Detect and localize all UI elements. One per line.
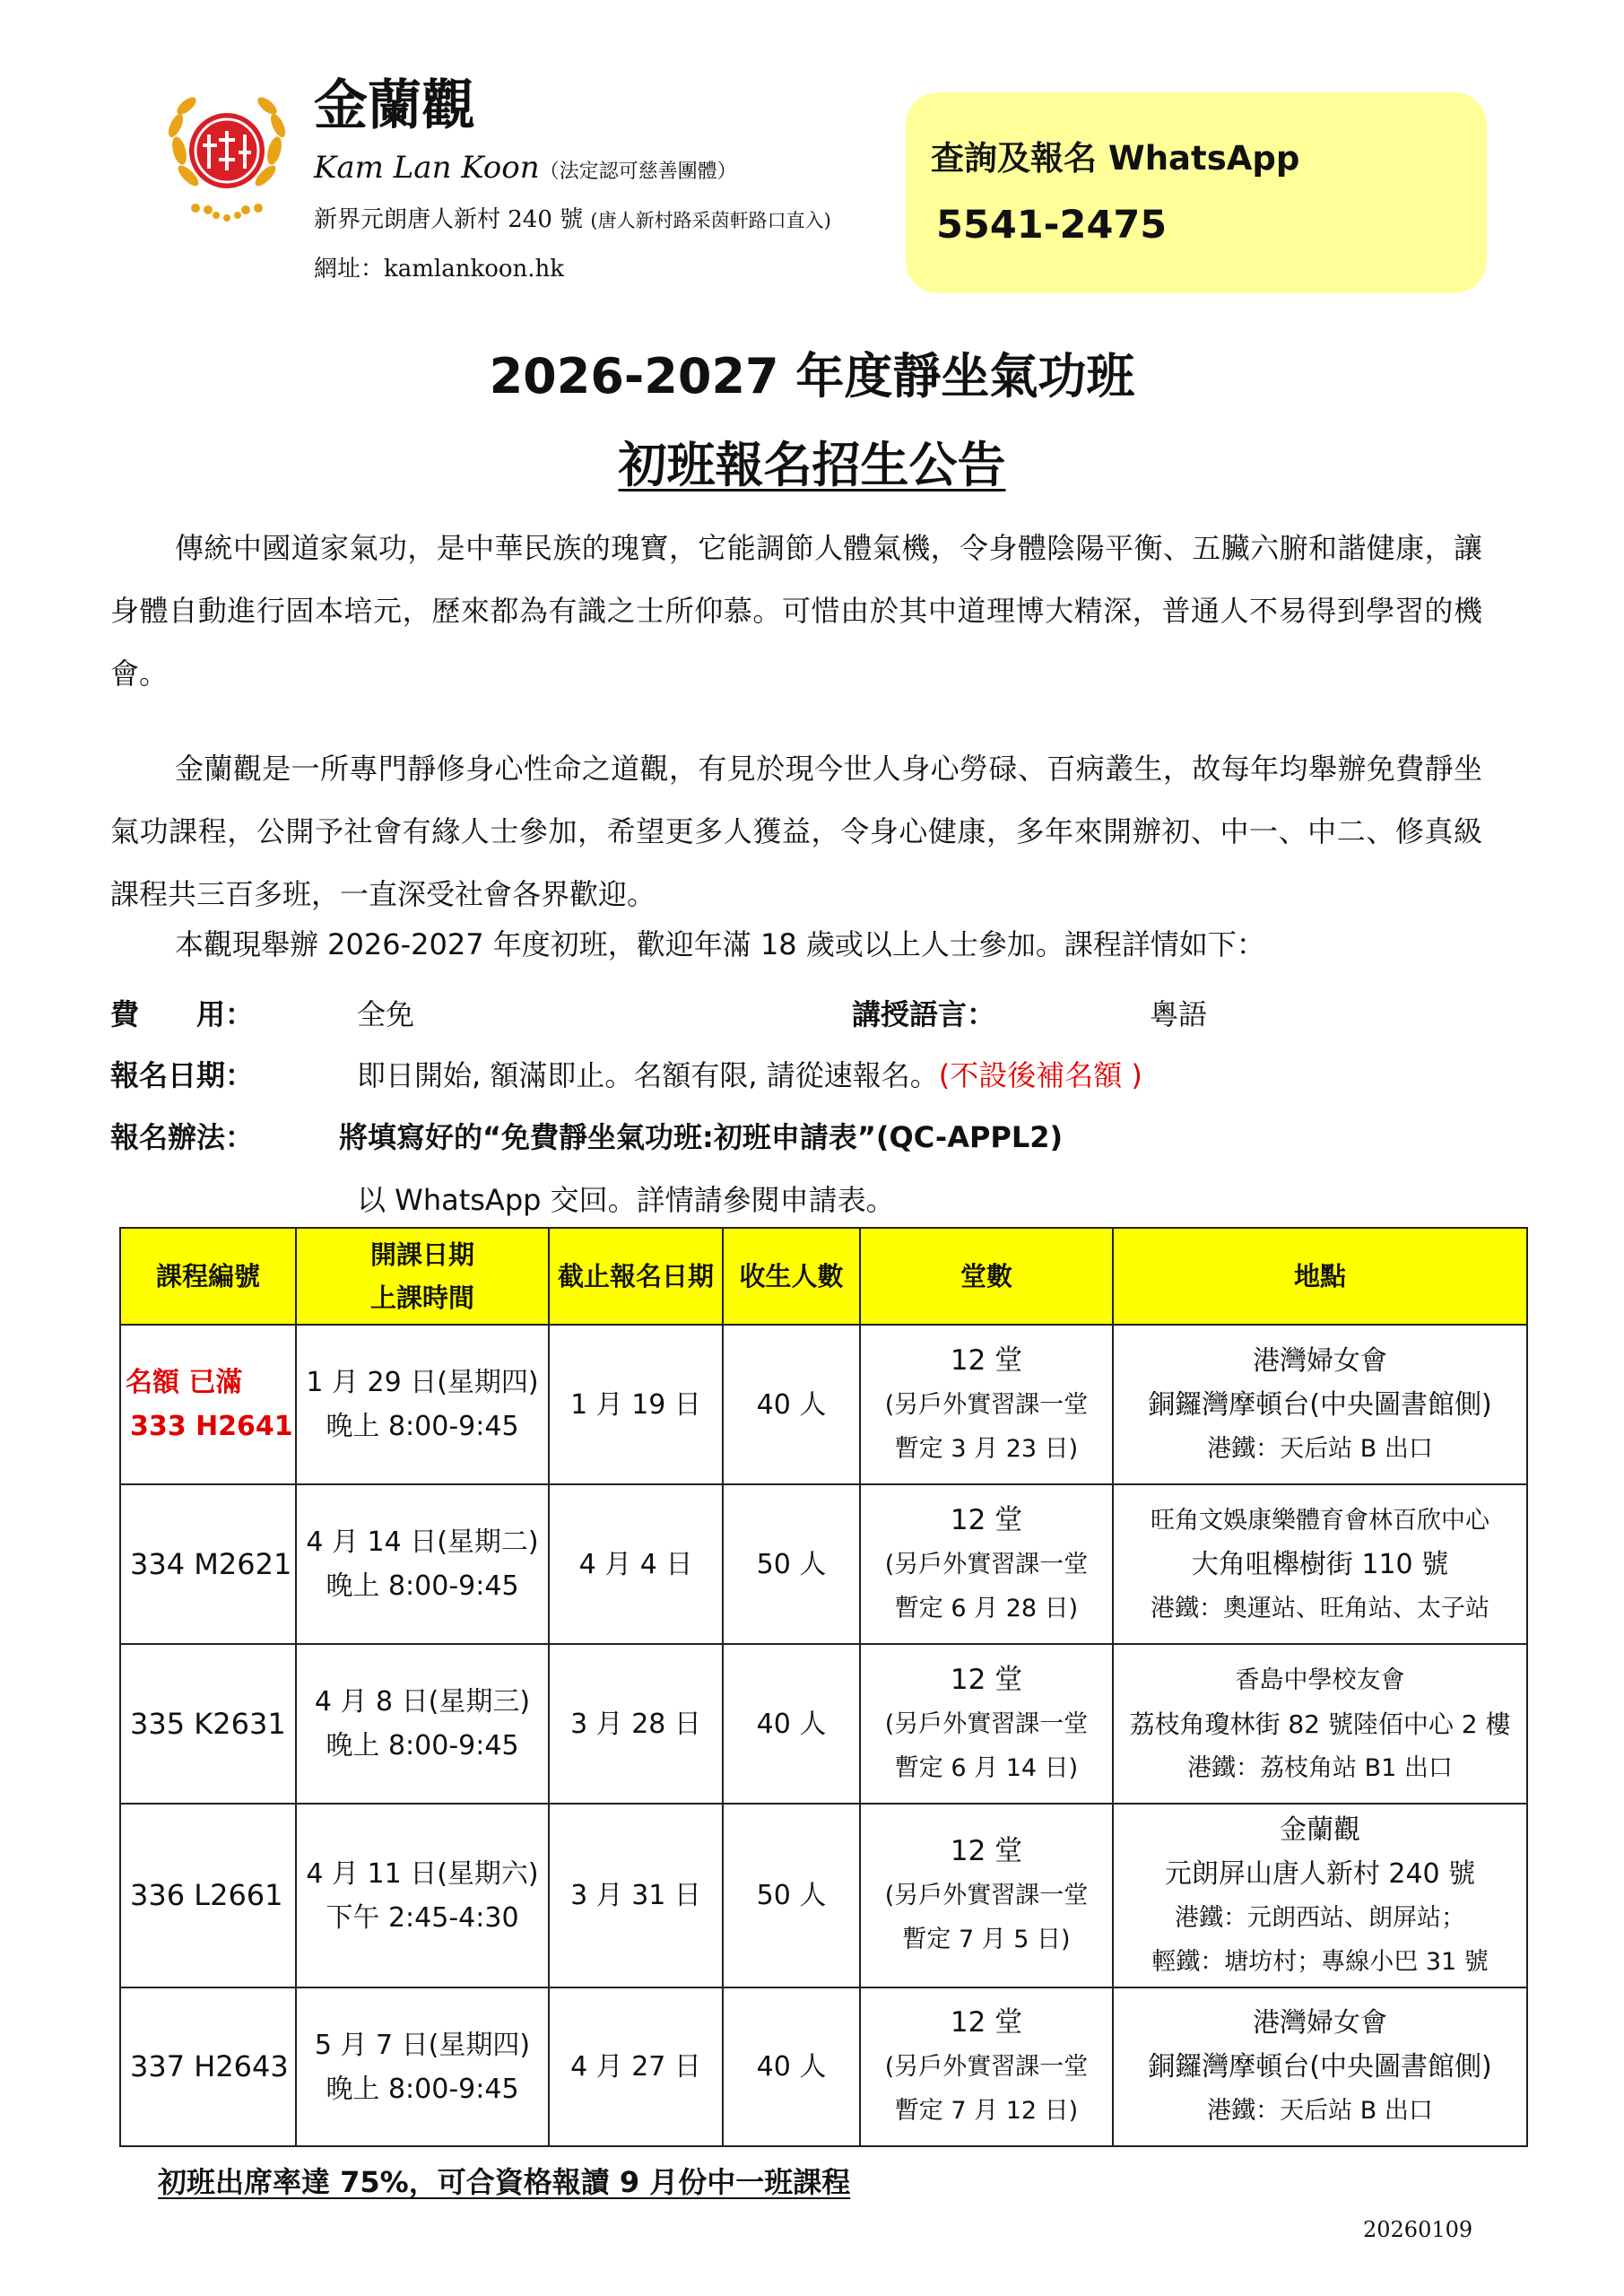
venue-cell <box>1113 1987 1527 2146</box>
intro-paragraph: 傳統中國道家氣功，是中華民族的瑰寶，它能調節人體氣機，令身體陰陽平衡、五臟六腑和諧健康，讓身體自動進行固本培元，歷來都為有識之士所仰慕。可惜由於其中道理博大精深，普通人不易得到學習的機會。 <box>110 531 1482 691</box>
venue-transit: 港鐵：天后站 B 出口 <box>1207 2097 1433 2125</box>
class-time: 下午 2:45-4:30 <box>326 1901 519 1934</box>
registration-method-return: 以 WhatsApp 交回。詳情請參閱申請表。 <box>357 1183 895 1217</box>
start-date: 4 月 8 日(星期三) <box>314 1686 531 1718</box>
course-code-cell: 336 L2661 <box>120 1804 296 1987</box>
deadline-cell: 4 月 4 日 <box>549 1484 723 1644</box>
no-waitlist-note: (不設後補名額 ) <box>938 1058 1142 1092</box>
table-header-row <box>120 1228 1527 1325</box>
sessions-cell <box>860 1804 1113 1987</box>
venue-cell <box>1113 1644 1527 1804</box>
venue-name: 旺角文娛康樂體育會林百欣中心 <box>1151 1506 1489 1535</box>
session-outdoor-date: 暫定 7 月 5 日) <box>902 1926 1071 1953</box>
org-name-chinese: 金蘭觀 <box>314 74 475 137</box>
session-count: 12 堂 <box>950 2006 1023 2039</box>
session-note: (另戶外實習課一堂 <box>884 1709 1089 1738</box>
quota-cell: 40 人 <box>723 1987 860 2146</box>
venue-address: 元朗屏山唐人新村 240 號 <box>1164 1857 1476 1890</box>
course-intro-paragraph: 本觀現舉辦 2026-2027 年度初班，歡迎年滿 18 歲或以上人士參加。課程詳情如下： <box>175 927 1265 961</box>
quota-cell: 50 人 <box>723 1484 860 1644</box>
header-quota: 收生人數 <box>723 1228 860 1325</box>
table-row <box>120 1325 1527 1484</box>
page-subtitle: 初班報名招生公告 <box>618 437 1006 493</box>
kam-lan-koon-logo <box>160 90 294 222</box>
course-code-cell: 337 H2643 <box>120 1987 296 2146</box>
registration-date-label: 報名日期： <box>110 1058 255 1092</box>
start-date-cell <box>296 1987 549 2146</box>
class-time: 晚上 8:00-9:45 <box>326 1411 519 1442</box>
session-note: (另戶外實習課一堂 <box>884 1882 1089 1909</box>
org-website: 網址：kamlankoon.hk <box>314 256 565 283</box>
start-date: 5 月 7 日(星期四) <box>314 2029 531 2061</box>
venue-name: 港灣婦女會 <box>1253 2007 1387 2039</box>
header-venue: 地點 <box>1113 1228 1527 1325</box>
venue-address: 銅鑼灣摩頓台(中央圖書館側) <box>1148 1388 1492 1421</box>
header-course-code: 課程編號 <box>120 1228 296 1325</box>
venue-address: 大角咀櫸樹街 110 號 <box>1191 1548 1449 1580</box>
venue-name: 港灣婦女會 <box>1253 1344 1387 1377</box>
venue-cell <box>1113 1484 1527 1644</box>
venue-cell <box>1113 1804 1527 1987</box>
about-paragraph: 金蘭觀是一所專門靜修身心性命之道觀，有見於現今世人身心勞碌、百病叢生，故每年均舉辦免費靜坐氣功課程，公開予社會有緣人士參加，希望更多人獲益，令身心健康，多年來開辦初、中一、中二、修真級課程共三百多班，一直深受社會各界歡迎。 <box>110 752 1482 911</box>
start-date: 4 月 14 日(星期二) <box>306 1526 539 1558</box>
course-code-cell <box>120 1325 296 1484</box>
contact-phone: 5541-2475 <box>936 203 1168 248</box>
org-name-english: Kam Lan Koon <box>314 150 540 186</box>
deadline-cell: 1 月 19 日 <box>549 1325 723 1484</box>
full-status-badge: 名額 已滿 <box>126 1367 243 1398</box>
registration-date-value: 即日開始, 額滿即止。名額有限, 請從速報名。 <box>357 1058 939 1092</box>
venue-transit: 港鐵：奧運站、旺角站、太子站 <box>1151 1594 1489 1622</box>
class-time: 晚上 8:00-9:45 <box>326 1730 519 1761</box>
fee-value: 全免 <box>357 997 415 1031</box>
deadline-cell: 3 月 31 日 <box>549 1804 723 1987</box>
session-note: (另戶外實習課一堂 <box>884 2053 1089 2081</box>
fee-label: 費 用： <box>110 997 255 1031</box>
page-title: 2026-2027 年度靜坐氣功班 <box>489 348 1135 404</box>
registration-date-line <box>357 1058 1142 1092</box>
registration-note: （法定認可慈善團體） <box>539 161 737 183</box>
registration-method-value: 將填寫好的“免費靜坐氣功班:初班申請表”(QC-APPL2) <box>339 1120 1064 1154</box>
session-count: 12 堂 <box>950 1835 1023 1867</box>
session-note: (另戶外實習課一堂 <box>884 1390 1089 1419</box>
sessions-cell <box>860 1484 1113 1644</box>
session-outdoor-date: 暫定 6 月 28 日) <box>894 1594 1079 1622</box>
venue-transit: 港鐵：元朗西站、朗屏站； <box>1175 1903 1465 1932</box>
org-address: 新界元朗唐人新村 240 號 <box>314 206 584 233</box>
deadline-cell: 3 月 28 日 <box>549 1644 723 1804</box>
org-address-line <box>314 208 831 231</box>
venue-address: 銅鑼灣摩頓台(中央圖書館側) <box>1148 2051 1492 2083</box>
start-date-cell <box>296 1484 549 1644</box>
class-time: 晚上 8:00-9:45 <box>326 2073 519 2105</box>
session-count: 12 堂 <box>950 1663 1023 1696</box>
table-row <box>120 1987 1527 2146</box>
org-name-english-line <box>314 150 737 186</box>
session-outdoor-date: 暫定 3 月 23 日) <box>894 1434 1079 1463</box>
header-start-date <box>296 1228 549 1325</box>
contact-box <box>906 92 1487 293</box>
header-start-date-line: 開課日期 <box>369 1239 474 1270</box>
quota-cell: 40 人 <box>723 1325 860 1484</box>
contact-label: 查詢及報名 WhatsApp <box>931 139 1300 178</box>
venue-name: 香島中學校友會 <box>1235 1665 1405 1694</box>
venue-transit-light-rail: 輕鐵：塘坊村；專線小巴 31 號 <box>1151 1947 1489 1976</box>
table-row <box>120 1804 1527 1987</box>
table-row <box>120 1484 1527 1644</box>
start-date-cell <box>296 1804 549 1987</box>
venue-name: 金蘭觀 <box>1280 1813 1360 1846</box>
start-date: 4 月 11 日(星期六) <box>306 1857 539 1890</box>
org-address-note: (唐人新村路采茵軒路口直入) <box>590 210 831 231</box>
header-deadline: 截止報名日期 <box>549 1228 723 1325</box>
page-subtitle-wrap <box>0 437 1624 493</box>
session-outdoor-date: 暫定 7 月 12 日) <box>894 2097 1079 2125</box>
session-count: 12 堂 <box>950 1503 1023 1536</box>
document-code: 20260109 <box>1363 2217 1473 2242</box>
session-note: (另戶外實習課一堂 <box>884 1550 1089 1578</box>
course-table <box>119 1227 1528 2147</box>
course-code: 333 H2641 <box>130 1411 293 1442</box>
start-date-cell <box>296 1644 549 1804</box>
venue-transit: 港鐵：荔枝角站 B1 出口 <box>1187 1753 1453 1782</box>
language-value: 粵語 <box>1150 997 1208 1031</box>
sessions-cell <box>860 1325 1113 1484</box>
deadline-cell: 4 月 27 日 <box>549 1987 723 2146</box>
header-class-time-line: 上課時間 <box>369 1283 474 1313</box>
sessions-cell <box>860 1987 1113 2146</box>
registration-method-label: 報名辦法： <box>110 1120 255 1154</box>
course-code-cell: 335 K2631 <box>120 1644 296 1804</box>
start-date: 1 月 29 日(星期四) <box>306 1367 539 1398</box>
session-count: 12 堂 <box>950 1344 1023 1377</box>
venue-transit: 港鐵：天后站 B 出口 <box>1207 1434 1433 1463</box>
start-date-cell <box>296 1325 549 1484</box>
venue-address: 荔枝角瓊林街 82 號陸佰中心 2 樓 <box>1129 1709 1511 1739</box>
session-outdoor-date: 暫定 6 月 14 日) <box>894 1753 1079 1782</box>
attendance-footnote: 初班出席率達 75%，可合資格報讀 9 月份中一班課程 <box>158 2165 851 2199</box>
quota-cell: 40 人 <box>723 1644 860 1804</box>
course-code-cell: 334 M2621 <box>120 1484 296 1644</box>
class-time: 晚上 8:00-9:45 <box>326 1570 519 1602</box>
quota-cell: 50 人 <box>723 1804 860 1987</box>
header-sessions: 堂數 <box>860 1228 1113 1325</box>
venue-cell <box>1113 1325 1527 1484</box>
table-row <box>120 1644 1527 1804</box>
language-label: 講授語言： <box>852 997 996 1031</box>
sessions-cell <box>860 1644 1113 1804</box>
